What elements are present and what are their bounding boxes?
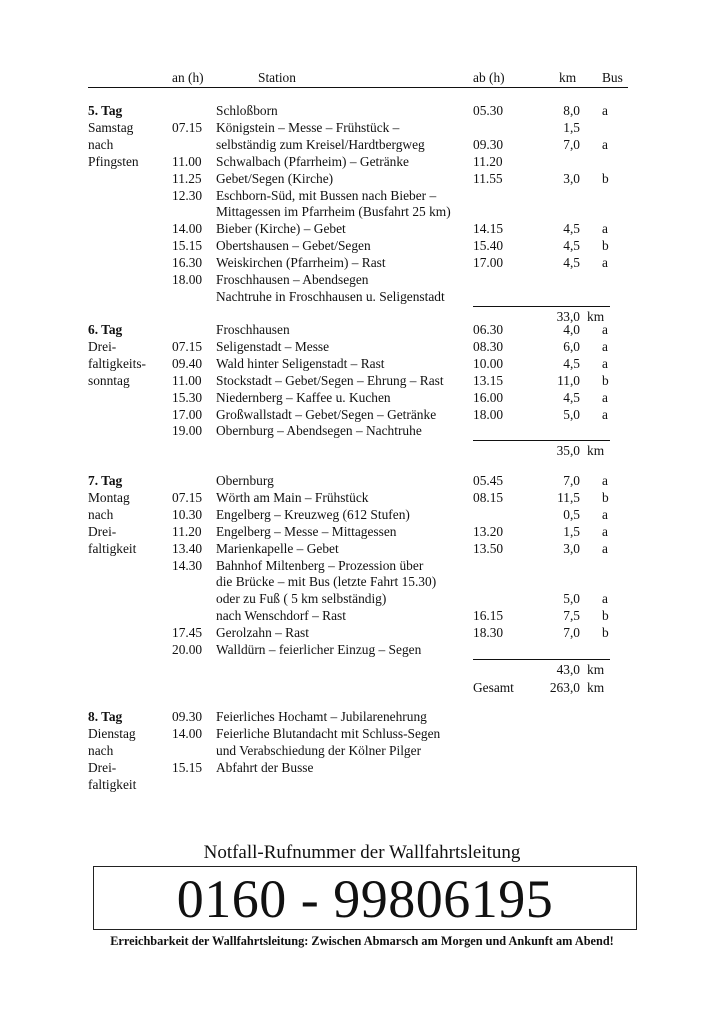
arrival-time: 11.20 bbox=[172, 523, 202, 539]
day-label-line: faltigkeit bbox=[88, 776, 137, 792]
arrival-time: 15.15 bbox=[172, 238, 203, 254]
grand-total-label: Gesamt bbox=[473, 679, 514, 695]
subtotal-km: 35,0 bbox=[556, 443, 580, 459]
station-name: Froschhausen – Abendsegen bbox=[216, 272, 369, 287]
station-name: Wörth am Main – Frühstück bbox=[216, 489, 369, 505]
arrival-time: 19.00 bbox=[172, 423, 203, 439]
distance-km: 0,5 bbox=[563, 506, 580, 522]
station-name: die Brücke – mit Bus (letzte Fahrt 15.30) bbox=[216, 574, 437, 590]
arrival-time: 16.30 bbox=[172, 255, 203, 271]
distance-km: 3,0 bbox=[563, 170, 580, 186]
bus-group: b bbox=[602, 625, 609, 641]
subtotal-rule bbox=[473, 306, 610, 307]
day-title: 5. Tag bbox=[88, 103, 123, 118]
grand-total-unit: km bbox=[587, 679, 605, 695]
header-an: an (h) bbox=[172, 70, 204, 85]
station-name: Mittagessen im Pfarrheim (Busfahrt 25 km) bbox=[216, 204, 451, 220]
day-label-line: Drei- bbox=[88, 338, 117, 354]
station-name: Abfahrt der Busse bbox=[216, 759, 314, 775]
departure-time: 11.55 bbox=[473, 170, 503, 186]
station-name: Feierliches Hochamt – Jubilarenehrung bbox=[216, 709, 427, 724]
bus-group: a bbox=[602, 355, 608, 371]
subtotal-unit: km bbox=[587, 308, 605, 324]
station-name: Obertshausen – Gebet/Segen bbox=[216, 238, 371, 254]
day-title: 8. Tag bbox=[88, 709, 123, 724]
day-label-line: Montag bbox=[88, 489, 130, 505]
day-label-line: faltigkeit bbox=[88, 540, 137, 556]
day-title: 7. Tag bbox=[88, 473, 123, 488]
station-name: Nachtruhe in Froschhausen u. Seligenstadt bbox=[216, 288, 445, 304]
bus-group: a bbox=[602, 136, 608, 152]
bus-group: b bbox=[602, 489, 609, 505]
header-bus: Bus bbox=[602, 70, 623, 85]
arrival-time: 09.40 bbox=[172, 355, 203, 371]
station-name: und Verabschiedung der Kölner Pilger bbox=[216, 742, 422, 758]
arrival-time: 12.30 bbox=[172, 187, 203, 203]
day-label-line: faltigkeits- bbox=[88, 355, 147, 371]
distance-km: 5,0 bbox=[563, 406, 580, 422]
distance-km: 7,0 bbox=[563, 136, 580, 152]
station-name: Königstein – Messe – Frühstück – bbox=[216, 119, 400, 135]
distance-km: 4,5 bbox=[563, 355, 580, 371]
arrival-time: 14.00 bbox=[172, 725, 203, 741]
station-name: Obernburg – Abendsegen – Nachtruhe bbox=[216, 423, 422, 439]
station-name: Schwalbach (Pfarrheim) – Getränke bbox=[216, 153, 409, 169]
subtotal-unit: km bbox=[587, 443, 605, 459]
day-label-line: sonntag bbox=[88, 372, 130, 388]
bus-group: a bbox=[602, 473, 608, 488]
day-label-line: Dienstag bbox=[88, 725, 136, 741]
departure-time: 13.20 bbox=[473, 523, 504, 539]
day-title: 6. Tag bbox=[88, 322, 123, 337]
distance-km: 4,5 bbox=[563, 255, 580, 271]
bus-group: a bbox=[602, 221, 608, 237]
station-name: Weiskirchen (Pfarrheim) – Rast bbox=[216, 255, 386, 271]
station-name: Bieber (Kirche) – Gebet bbox=[216, 221, 346, 237]
bus-group: b bbox=[602, 608, 609, 624]
station-name: Feierliche Blutandacht mit Schluss-Segen bbox=[216, 725, 441, 741]
day-label-line: Pfingsten bbox=[88, 153, 139, 169]
subtotal-unit: km bbox=[587, 661, 605, 677]
day-label-line: nach bbox=[88, 742, 114, 758]
bus-group: a bbox=[602, 591, 608, 607]
departure-time: 15.40 bbox=[473, 238, 504, 254]
bus-group: a bbox=[602, 389, 608, 405]
phone-number: 0160 - 99806195 bbox=[176, 869, 554, 929]
distance-km: 1,5 bbox=[563, 523, 580, 539]
station-name: Marienkapelle – Gebet bbox=[216, 540, 339, 556]
departure-time: 11.20 bbox=[473, 153, 503, 169]
distance-km: 7,0 bbox=[563, 625, 580, 641]
bus-group: a bbox=[602, 322, 608, 337]
subtotal-rule bbox=[473, 440, 610, 441]
subtotal-km: 43,0 bbox=[556, 661, 580, 677]
arrival-time: 20.00 bbox=[172, 642, 203, 657]
bus-group: b bbox=[602, 238, 609, 254]
bus-group: a bbox=[602, 338, 608, 354]
station-name: oder zu Fuß ( 5 km selbständig) bbox=[216, 591, 387, 607]
bus-group: a bbox=[602, 540, 608, 556]
station-name: Gerolzahn – Rast bbox=[216, 625, 309, 641]
station-name: Schloßborn bbox=[216, 103, 278, 118]
departure-time: 16.00 bbox=[473, 389, 504, 405]
departure-time: 18.00 bbox=[473, 406, 504, 422]
arrival-time: 15.15 bbox=[172, 759, 203, 775]
distance-km: 3,0 bbox=[563, 540, 580, 556]
grand-total-km: 263,0 bbox=[549, 679, 580, 695]
station-name: selbständig zum Kreisel/Hardtbergweg bbox=[216, 136, 425, 152]
departure-time: 14.15 bbox=[473, 221, 504, 237]
arrival-time: 14.30 bbox=[172, 557, 203, 573]
arrival-time: 09.30 bbox=[172, 709, 203, 724]
bus-group: b bbox=[602, 170, 609, 186]
day-label-line: Samstag bbox=[88, 119, 134, 135]
station-name: Niedernberg – Kaffee u. Kuchen bbox=[216, 389, 391, 405]
departure-time: 09.30 bbox=[473, 136, 504, 152]
distance-km: 7,0 bbox=[563, 473, 580, 488]
station-name: Seligenstadt – Messe bbox=[216, 338, 330, 354]
departure-time: 08.15 bbox=[473, 489, 504, 505]
departure-time: 16.15 bbox=[473, 608, 504, 624]
arrival-time: 10.30 bbox=[172, 506, 203, 522]
distance-km: 1,5 bbox=[563, 119, 580, 135]
station-name: Obernburg bbox=[216, 473, 274, 488]
arrival-time: 13.40 bbox=[172, 540, 203, 556]
distance-km: 5,0 bbox=[563, 591, 580, 607]
notfall-title: Notfall-Rufnummer der Wallfahrtsleitung bbox=[203, 842, 521, 863]
station-name: nach Wenschdorf – Rast bbox=[216, 608, 346, 624]
arrival-time: 07.15 bbox=[172, 338, 203, 354]
bus-group: a bbox=[602, 103, 608, 118]
bus-group: a bbox=[602, 506, 608, 522]
departure-time: 18.30 bbox=[473, 625, 504, 641]
day-label-line: Drei- bbox=[88, 523, 117, 539]
subtotal-km: 33,0 bbox=[556, 308, 580, 324]
distance-km: 7,5 bbox=[563, 608, 580, 624]
arrival-time: 07.15 bbox=[172, 119, 203, 135]
distance-km: 11,5 bbox=[557, 489, 580, 505]
departure-time: 05.45 bbox=[473, 473, 504, 488]
station-name: Gebet/Segen (Kirche) bbox=[216, 170, 334, 186]
header-rule bbox=[88, 87, 628, 88]
arrival-time: 11.00 bbox=[172, 372, 202, 388]
day-label-line: nach bbox=[88, 506, 114, 522]
station-name: Großwallstadt – Gebet/Segen – Getränke bbox=[216, 406, 437, 422]
departure-time: 08.30 bbox=[473, 338, 504, 354]
distance-km: 8,0 bbox=[563, 103, 580, 118]
distance-km: 4,5 bbox=[563, 238, 580, 254]
phone-box bbox=[93, 866, 637, 930]
station-name: Eschborn-Süd, mit Bussen nach Bieber – bbox=[216, 187, 437, 203]
distance-km: 6,0 bbox=[563, 338, 580, 354]
distance-km: 11,0 bbox=[557, 372, 580, 388]
day-label-line: nach bbox=[88, 136, 114, 152]
departure-time: 06.30 bbox=[473, 322, 504, 337]
arrival-time: 14.00 bbox=[172, 221, 203, 237]
station-name: Walldürn – feierlicher Einzug – Segen bbox=[216, 642, 422, 657]
departure-time: 05.30 bbox=[473, 103, 504, 118]
arrival-time: 18.00 bbox=[172, 272, 203, 287]
station-name: Wald hinter Seligenstadt – Rast bbox=[216, 355, 385, 371]
station-name: Engelberg – Kreuzweg (612 Stufen) bbox=[216, 506, 410, 522]
bus-group: b bbox=[602, 372, 609, 388]
bus-group: a bbox=[602, 255, 608, 271]
station-name: Froschhausen bbox=[216, 322, 290, 337]
arrival-time: 07.15 bbox=[172, 489, 203, 505]
distance-km: 4,5 bbox=[563, 221, 580, 237]
arrival-time: 11.00 bbox=[172, 153, 202, 169]
header-ab: ab (h) bbox=[473, 70, 505, 85]
arrival-time: 15.30 bbox=[172, 389, 203, 405]
bus-group: a bbox=[602, 523, 608, 539]
station-name: Engelberg – Messe – Mittagessen bbox=[216, 523, 397, 539]
station-name: Stockstadt – Gebet/Segen – Ehrung – Rast bbox=[216, 372, 444, 388]
departure-time: 13.50 bbox=[473, 540, 504, 556]
header-km: km bbox=[559, 70, 577, 85]
bus-group: a bbox=[602, 406, 608, 422]
departure-time: 13.15 bbox=[473, 372, 504, 388]
distance-km: 4,0 bbox=[563, 322, 580, 337]
station-name: Bahnhof Miltenberg – Prozession über bbox=[216, 557, 424, 573]
arrival-time: 11.25 bbox=[172, 170, 202, 186]
day-label-line: Drei- bbox=[88, 759, 117, 775]
arrival-time: 17.00 bbox=[172, 406, 203, 422]
departure-time: 10.00 bbox=[473, 355, 504, 371]
subtotal-rule bbox=[473, 659, 610, 660]
arrival-time: 17.45 bbox=[172, 625, 203, 641]
distance-km: 4,5 bbox=[563, 389, 580, 405]
header-station: Station bbox=[258, 70, 296, 85]
departure-time: 17.00 bbox=[473, 255, 504, 271]
footer-note: Erreichbarkeit der Wallfahrtsleitung: Zwischen Abmarsch am Morgen und Ankunft am Abend! bbox=[110, 934, 614, 948]
